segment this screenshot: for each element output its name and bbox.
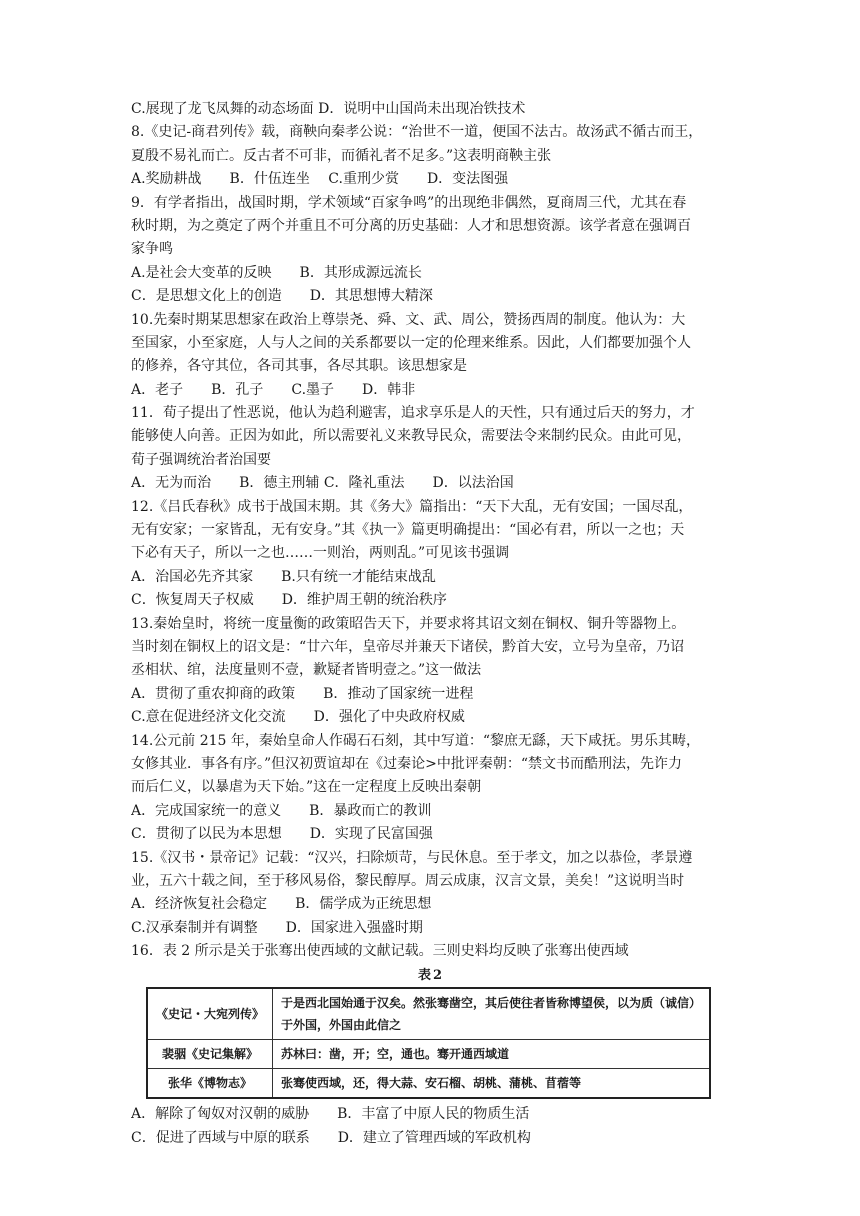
text-line: 夏殷不易礼而亡。反古者不可非，而循礼者不足多。”这表明商鞅主张 [131,147,552,164]
text-line: C.汉承秦制并有调整 D．国家进入强盛时期 [131,919,423,936]
text-line: 秋时期，为之奠定了两个并重且不可分离的历史基础：人才和思想资源。该学者意在强调百 [131,217,691,234]
source-table [146,987,711,1099]
source-text-cell: 张骞使西域，还，得大蒜、安石榴、胡桃、蒲桃、苜蓿等 [273,1069,710,1099]
text-line: 8.《史记-商君列传》载，商鞅向秦孝公说：“治世不一道，便国不法古。故汤武不循古而王， [131,124,703,141]
table-row [147,1040,710,1069]
question-text-block [131,98,731,963]
text-line: C．是思想文化上的创造 D．其思想博大精深 [131,288,433,305]
text-line: 11．荀子提出了性恶说，他认为趋利避害，追求享乐是人的天性，只有通过后天的努力，才 [131,405,695,422]
text-line: 丞相状、绾，法度量则不壹，歉疑者皆明壹之。”这一做法 [131,662,482,679]
text-line: 无有安家；一家皆乱，无有安身。”其《执一》篇更明确提出：“国必有君，所以一之也；天 [131,522,685,539]
table-row [147,1069,710,1099]
source-text-cell: 于是西北国始通于汉矣。然张骞凿空，其后使往者皆称博望侯，以为质（诚信）于外国，外国由此信之 [273,988,710,1040]
text-line: 至国家，小至家庭，人与人之间的关系都要以一定的伦理来维系。因此，人们都要加强个人 [131,334,691,351]
text-line: A.奖励耕战 B．什伍连坐 C.重刑少赏 D．变法图强 [131,171,509,188]
source-name-cell: 《史记・大宛列传》 [147,988,273,1040]
text-line: 10.先秦时期某思想家在政治上尊崇尧、舜、文、武、周公，赞扬西周的制度。他认为：大 [131,311,686,328]
answer-options-block [131,1103,731,1150]
text-line: 女修其业．事各有序。”但汉初贾谊却在《过秦论>中批评秦朝：“禁文书而酷刑法，先诈力 [131,755,683,772]
text-line: 9．有学者指出，战国时期，学术领域“百家争鸣”的出现绝非偶然，夏商周三代，尤其在春 [131,194,687,211]
text-line: A．完成国家统一的意义 B．暴政而亡的教训 [131,802,432,819]
text-line: 荀子强调统治者治国要 [131,451,271,468]
source-name-cell: 张华《博物志》 [147,1069,273,1099]
source-text-cell: 苏林曰：凿，开；空，通也。骞开通西域道 [273,1040,710,1069]
text-line: C．贯彻了以民为本思想 D．实现了民富国强 [131,826,433,843]
text-line: A．老子 B．孔子 C.墨子 D．韩非 [131,381,416,398]
exam-page [131,98,731,1150]
source-name-cell: 裴骃《史记集解》 [147,1040,273,1069]
text-line: 14.公元前 215 年，秦始皇命人作碣石石刻，其中写道：“黎庶无繇，天下咸抚。男乐其畴， [131,732,701,749]
text-line: 而后仁义，以暴虐为天下始。”这在一定程度上反映出秦朝 [131,779,482,796]
text-line: A．治国必先齐其家 B.只有统一才能结束战乱 [131,568,436,585]
table-caption: 表2 [417,968,445,984]
text-line: 下必有天子，所以一之也……一则治，两则乱。”可见该书强调 [131,545,510,562]
text-line: A．解除了匈奴对汉朝的威胁 B．丰富了中原人民的物质生活 [131,1106,530,1123]
text-line: A．经济恢复社会稳定 B．儒学成为正统思想 [131,896,432,913]
text-line: A．贯彻了重农抑商的政策 B．推动了国家统一进程 [131,685,474,702]
text-line: C．促进了西域与中原的联系 D．建立了管理西域的军政机构 [131,1129,531,1146]
text-line: 能够使人向善。正因为如此，所以需要礼义来教导民众，需要法令来制约民众。由此可见， [131,428,691,445]
table-row [147,988,710,1040]
text-line: 12.《吕氏春秋》成书于战国末期。其《务大》篇指出：“天下大乱，无有安国；一国尽乱， [131,498,693,515]
text-line: A．无为而治 B．德主刑辅 C．隆礼重法 D．以法治国 [131,475,514,492]
text-line: A.是社会大变革的反映 B．其形成源远流长 [131,264,422,281]
text-line: C.意在促进经济文化交流 D．强化了中央政府权威 [131,709,465,726]
text-line: 当时刻在铜权上的诏文是：“廿六年，皇帝尽并兼天下诸侯，黔首大安，立号为皇帝，乃诏 [131,638,685,655]
text-line: 13.秦始皇时，将统一度量衡的政策昭告天下，并要求将其诏文刻在铜权、铜升等器物上。 [131,615,686,632]
text-line: C.展现了龙飞凤舞的动态场面 D．说明中山国尚未出现冶铁技术 [131,101,526,117]
text-line: 的修养，各守其位，各司其事，各尽其职。该思想家是 [131,358,467,375]
text-line: 16．表 2 所示是关于张骞出使西域的文献记载。三则史料均反映了张骞出使西域 [131,943,629,960]
text-line: 业，五六十载之间，至于移风易俗，黎民醇厚。周云成康，汉言文景，美矣！”这说明当时 [131,872,685,889]
text-line: 15.《汉书・景帝记》记载：“汉兴，扫除烦苛，与民休息。至于孝文，加之以恭俭，孝景遵 [131,849,693,866]
text-line: C．恢复周天子权威 D．维护周王朝的统治秩序 [131,592,447,609]
text-line: 家争鸣 [131,241,173,258]
